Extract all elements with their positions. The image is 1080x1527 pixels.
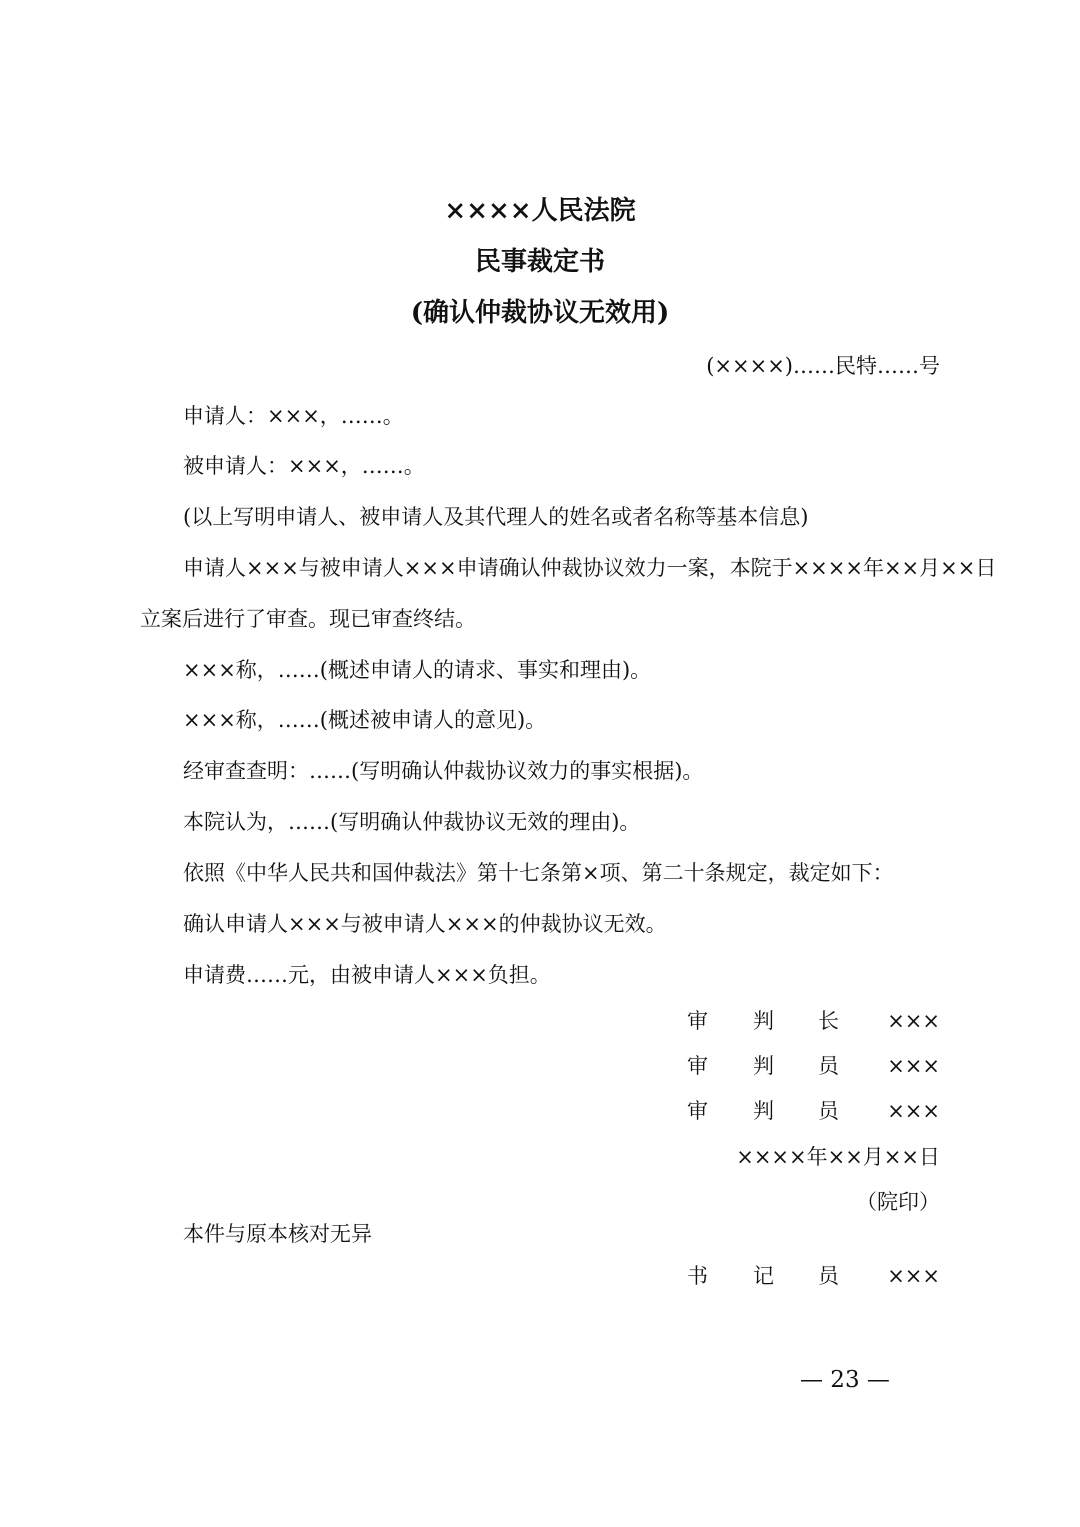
sig-char: 审: [687, 1009, 708, 1033]
case-number: (××××)……民特……号: [706, 354, 940, 378]
parties-note: (以上写明申请人、被申请人及其代理人的姓名或者名称等基本信息): [183, 505, 809, 529]
ruling-date: ××××年××月××日: [736, 1145, 940, 1169]
sig-char: 员: [818, 1099, 839, 1123]
fee-line: 申请费……元，由被申请人×××负担。: [183, 963, 551, 987]
reasoning: 本院认为，……(写明确认仲裁协议无效的理由)。: [183, 810, 641, 834]
respondent-line: 被申请人：×××，……。: [183, 454, 425, 478]
sig-char: 员: [818, 1264, 839, 1288]
applicant-line: 申请人：×××，……。: [183, 404, 404, 428]
sig-char: 员: [818, 1054, 839, 1078]
page-number: — 23 —: [800, 1367, 890, 1393]
court-seal: （院印）: [856, 1190, 940, 1214]
applicant-claim: ×××称，……(概述申请人的请求、事实和理由)。: [183, 658, 652, 682]
sig-char: 审: [687, 1054, 708, 1078]
respondent-opinion: ×××称，……(概述被申请人的意见)。: [183, 708, 547, 732]
sig-char: 长: [818, 1009, 839, 1033]
sig-char: 书: [687, 1264, 708, 1288]
sig-name: ×××: [887, 1009, 940, 1033]
intro-line-1: 申请人×××与被申请人×××申请确认仲裁协议效力一案，本院于××××年××月××日: [183, 556, 997, 580]
sig-char: 审: [687, 1099, 708, 1123]
sig-char: 判: [753, 1009, 774, 1033]
verification-note: 本件与原本核对无异: [183, 1222, 372, 1246]
court-name: ××××人民法院: [444, 196, 636, 226]
sig-char: 判: [753, 1099, 774, 1123]
sig-name: ×××: [887, 1054, 940, 1078]
intro-line-2: 立案后进行了审查。现已审查终结。: [140, 607, 476, 631]
sig-char: 判: [753, 1054, 774, 1078]
sig-char: 记: [753, 1264, 774, 1288]
legal-basis: 依照《中华人民共和国仲裁法》第十七条第×项、第二十条规定，裁定如下：: [183, 861, 894, 885]
findings: 经审查查明：……(写明确认仲裁协议效力的事实根据)。: [183, 759, 704, 783]
ruling: 确认申请人×××与被申请人×××的仲裁协议无效。: [183, 912, 667, 936]
document-subtitle: (确认仲裁协议无效用): [410, 298, 670, 328]
sig-name: ×××: [887, 1099, 940, 1123]
document-type: 民事裁定书: [474, 247, 605, 277]
sig-name: ×××: [887, 1264, 940, 1288]
